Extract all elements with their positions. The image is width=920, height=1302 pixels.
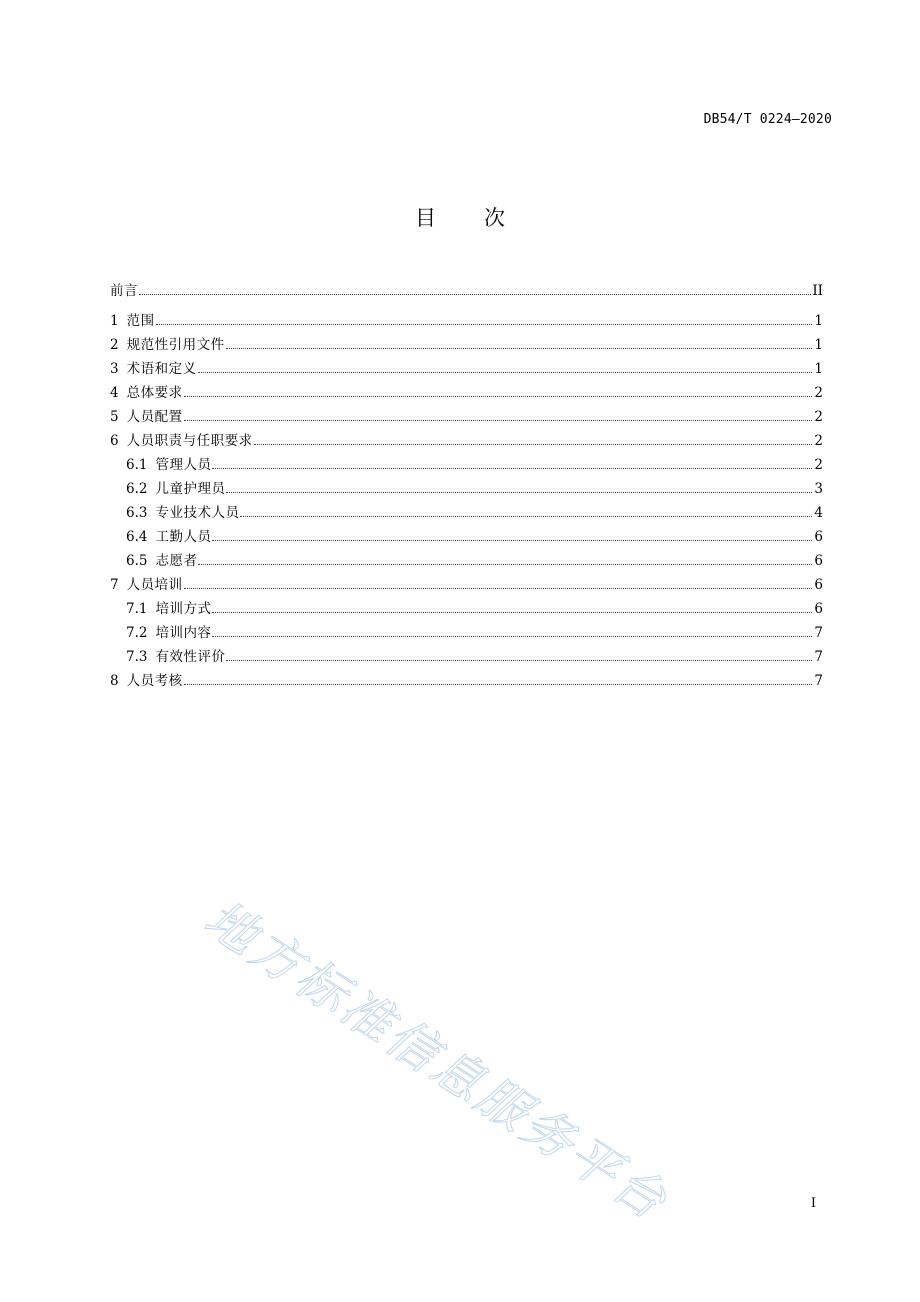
toc-entry-label: 专业技术人员: [155, 505, 240, 521]
toc-entry-label: 人员配置: [126, 409, 183, 425]
toc-entry-page: 4: [814, 505, 823, 521]
toc-leader-dots: [184, 419, 812, 421]
toc-entry-page: 2: [814, 457, 823, 473]
toc-entry-page: 2: [814, 433, 823, 449]
toc-entry-page: 6: [814, 601, 823, 617]
toc-entry-page: 3: [814, 481, 823, 497]
toc-entry-label: 培训内容: [155, 625, 212, 641]
toc-leader-dots: [226, 659, 812, 661]
page-title: [0, 202, 920, 232]
toc-leader-dots: [156, 323, 812, 325]
toc-leader-dots: [198, 563, 812, 565]
toc-entry-number: 6.5: [126, 553, 148, 569]
toc-entry-5[interactable]: [110, 405, 823, 429]
toc-leader-dots: [254, 443, 812, 445]
toc-entry-7-1[interactable]: [110, 597, 823, 621]
document-code: DB54/T 0224—2020: [703, 112, 832, 127]
toc-entry-6-1[interactable]: [110, 453, 823, 477]
toc-entry-3[interactable]: [110, 357, 823, 381]
toc-entry-6-2[interactable]: [110, 477, 823, 501]
toc-entry-page: 6: [814, 529, 823, 545]
toc-entry-4[interactable]: [110, 381, 823, 405]
toc-entry-label: 前言: [110, 283, 138, 299]
toc-entry-6-5[interactable]: [110, 549, 823, 573]
toc-entry-page: 6: [814, 553, 823, 569]
toc-leader-dots: [226, 491, 812, 493]
toc-entry-number: 7.1: [126, 601, 148, 617]
toc-entry-page: 6: [814, 577, 823, 593]
toc-entry-8[interactable]: [110, 669, 823, 693]
toc-entry-page: 1: [814, 313, 823, 329]
toc-entry-number: 1: [110, 313, 119, 329]
toc-entry-page: 1: [814, 361, 823, 377]
toc-entry-number: 6.4: [126, 529, 148, 545]
toc-entry-number: 6.2: [126, 481, 148, 497]
toc-entry-number: 8: [110, 673, 119, 689]
toc-entry-label: 工勤人员: [155, 529, 212, 545]
toc-entry-page: 7: [814, 673, 823, 689]
toc-entry-number: 6: [110, 433, 119, 449]
toc-entry-label: 人员培训: [126, 577, 183, 593]
toc-leader-dots: [198, 371, 812, 373]
toc-entry-label: 志愿者: [155, 553, 198, 569]
toc-entry-number: 6.1: [126, 457, 148, 473]
toc-entry-7-2[interactable]: [110, 621, 823, 645]
toc-entry-label: 范围: [126, 313, 155, 329]
toc-leader-dots: [139, 293, 811, 295]
toc-entry-preface[interactable]: [110, 279, 823, 303]
watermark: 地方标准信息服务平台: [194, 889, 679, 1232]
toc-leader-dots: [226, 347, 812, 349]
toc-leader-dots: [240, 515, 812, 517]
page-number: I: [810, 1196, 816, 1211]
toc-entry-page: II: [812, 283, 823, 299]
toc-leader-dots: [212, 467, 812, 469]
toc-leader-dots: [212, 635, 812, 637]
toc-entry-number: 2: [110, 337, 119, 353]
toc-entry-6[interactable]: [110, 429, 823, 453]
toc-leader-dots: [184, 395, 812, 397]
toc-entry-number: 6.3: [126, 505, 148, 521]
toc-entry-page: 2: [814, 409, 823, 425]
toc-entry-7-3[interactable]: [110, 645, 823, 669]
toc-leader-dots: [212, 611, 812, 613]
toc-entry-number: 3: [110, 361, 119, 377]
toc-entry-label: 术语和定义: [126, 361, 197, 377]
toc-entry-page: 2: [814, 385, 823, 401]
toc-entry-label: 人员考核: [126, 673, 183, 689]
toc-entry-number: 4: [110, 385, 119, 401]
page-title-char-1: 目: [415, 206, 436, 230]
toc-entry-7[interactable]: [110, 573, 823, 597]
toc-entry-6-3[interactable]: [110, 501, 823, 525]
toc-entry-label: 有效性评价: [155, 649, 226, 665]
toc-entry-number: 7: [110, 577, 119, 593]
toc-leader-dots: [184, 587, 812, 589]
toc-leader-dots: [184, 683, 812, 685]
toc-entry-6-4[interactable]: [110, 525, 823, 549]
toc-entry-label: 人员职责与任职要求: [126, 433, 253, 449]
toc-leader-dots: [212, 539, 812, 541]
toc-entry-page: 7: [814, 649, 823, 665]
toc-entry-page: 1: [814, 337, 823, 353]
page-title-char-2: 次: [484, 206, 505, 230]
toc-entry-label: 管理人员: [155, 457, 212, 473]
toc-entry-label: 儿童护理员: [155, 481, 226, 497]
toc-entry-number: 7.3: [126, 649, 148, 665]
toc-entry-page: 7: [814, 625, 823, 641]
table-of-contents: [110, 279, 823, 693]
toc-entry-label: 规范性引用文件: [126, 337, 225, 353]
toc-entry-1[interactable]: [110, 309, 823, 333]
toc-entry-label: 培训方式: [155, 601, 212, 617]
toc-entry-number: 7.2: [126, 625, 148, 641]
toc-entry-label: 总体要求: [126, 385, 183, 401]
toc-entry-2[interactable]: [110, 333, 823, 357]
toc-entry-number: 5: [110, 409, 119, 425]
